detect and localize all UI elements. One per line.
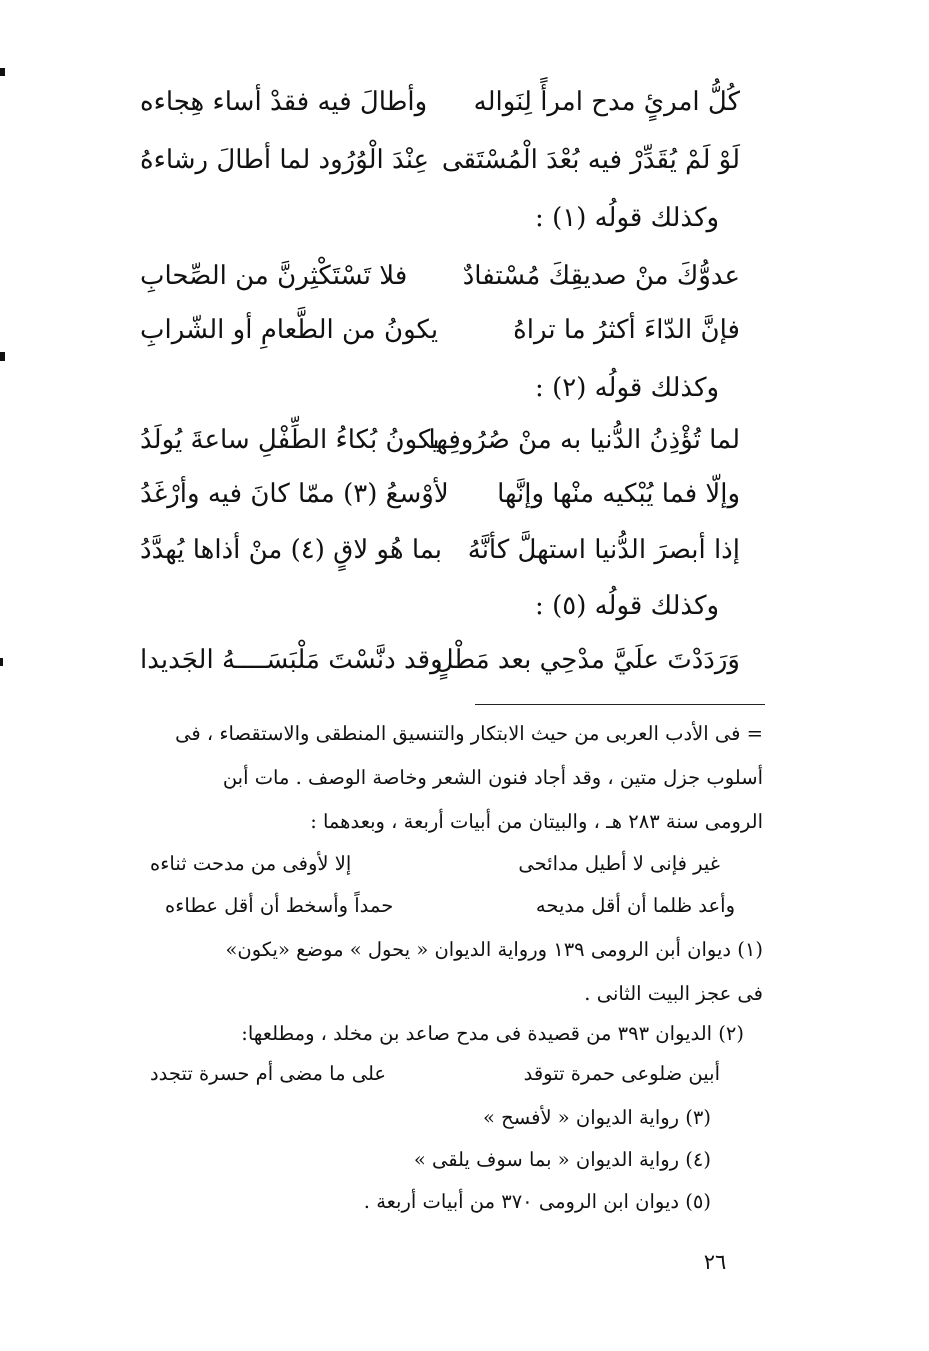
verse-first-hemistich: كُلُّ امرئٍ مدح امرأً لِنَواله (473, 87, 740, 117)
scan-edge-mark (0, 658, 3, 666)
verse-first-hemistich: وَرَدَدْتَ علَيَّ مدْحِي بعد مَطْلٍ (434, 645, 740, 675)
poem-intro: وكذلك قولُه (٢) : (535, 373, 719, 403)
verse-second-hemistich: على ما مضى أم حسرة تتجدد (150, 1062, 387, 1085)
poem-verse (140, 134, 740, 186)
footnote-separator (475, 704, 765, 705)
footnote-continued-line: أسلوب جزل متين ، وقد أجاد فنون الشعر وخاصة الوصف . مات أبن (222, 766, 763, 789)
footnote-2: (٢) الديوان ٣٩٣ من قصيدة فى مدح صاعد بن مخلد ، ومطلعها: (241, 1022, 744, 1045)
scan-edge-mark (0, 352, 5, 361)
page-number: ٢٦ (703, 1250, 727, 1274)
verse-first-hemistich: عدوُّكَ منْ صديقِكَ مُسْتفادٌ (462, 261, 740, 291)
verse-first-hemistich: لَوْ لَمْ يُقَدِّرْ فيه بُعْدَ الْمُسْتَقى (441, 145, 740, 175)
footnote-continued-line: الرومى سنة ٢٨٣ هـ ، والبيتان من أبيات أربعة ، وبعدهما : (310, 810, 763, 833)
verse-second-hemistich: عِنْدَ الْوُرُود لما أطالَ رشاءهُ (140, 145, 430, 175)
verse-first-hemistich: إذا أبصرَ الدُّنيا استهلَّ كأنَّهُ (467, 535, 740, 565)
footnote-5: (٥) ديوان ابن الرومى ٣٧٠ من أبيات أربعة . (363, 1190, 711, 1213)
footnote-1-continued: فى عجز البيت الثانى . (584, 982, 763, 1005)
footnote-verse (150, 842, 720, 886)
footnote-continued-line: = فى الأدب العربى من حيث الابتكار والتنسيق المنطقى والاستقصاء ، فى (175, 722, 763, 745)
verse-second-hemistich: إلا لأوفى من مدحت ثناءه (150, 852, 352, 875)
footnote-1: (١) ديوان أبن الرومى ١٣٩ ورواية الديوان « يحول » موضع «يكون» (225, 938, 763, 961)
verse-first-hemistich: فإنَّ الدّاءَ أكثرُ ما تراهُ (513, 315, 740, 345)
poem-intro: وكذلك قولُه (١) : (535, 203, 719, 233)
verse-second-hemistich: لأوْسعُ (٣) ممّا كانَ فيه وأرْغَدُ (140, 479, 449, 509)
poem-verse (140, 414, 740, 466)
scan-edge-mark (0, 68, 5, 76)
footnote-4: (٤) رواية الديوان « بما سوف يلقى » (413, 1148, 711, 1171)
footnote-verse (165, 884, 735, 928)
poem-verse (140, 250, 740, 302)
verse-second-hemistich: بما هُو لاقٍ (٤) منْ أذاها يُهدَّدُ (140, 535, 443, 565)
verse-second-hemistich: وقد دنَّسْتَ مَلْبَسَــــهُ الجَديدا (140, 645, 443, 675)
poem-verse (140, 76, 740, 128)
poem-verse (140, 634, 740, 686)
verse-second-hemistich: يكونُ بُكاءُ الطِّفْلِ ساعةَ يُولَدُ (140, 425, 440, 455)
verse-second-hemistich: فلا تَسْتَكْثِرنَّ من الصِّحابِ (140, 261, 408, 291)
verse-first-hemistich: وإلّا فما يُبْكيه منْها وإنَّها (497, 479, 740, 509)
verse-second-hemistich: يكونُ من الطَّعامِ أو الشّرابِ (140, 315, 439, 345)
poem-verse (140, 304, 740, 356)
verse-first-hemistich: أبين ضلوعى حمرة تتوقد (523, 1062, 720, 1085)
poem-verse (140, 524, 740, 576)
poem-intro: وكذلك قولُه (٥) : (535, 591, 719, 621)
poem-verse (140, 468, 740, 520)
verse-first-hemistich: غير فإنى لا أطيل مدائحى (518, 852, 720, 875)
verse-first-hemistich: وأعد ظلما أن أقل مديحه (535, 894, 735, 917)
verse-second-hemistich: حمداً وأسخط أن أقل عطاءه (165, 894, 394, 917)
verse-second-hemistich: وأطالَ فيه فقدْ أساء هِجاءه (140, 87, 428, 117)
footnote-3: (٣) رواية الديوان « لأفسح » (483, 1106, 711, 1129)
verse-first-hemistich: لما تُؤْذِنُ الدُّنيا به منْ صُرُوفِها (428, 425, 740, 455)
footnote-verse (150, 1052, 720, 1096)
